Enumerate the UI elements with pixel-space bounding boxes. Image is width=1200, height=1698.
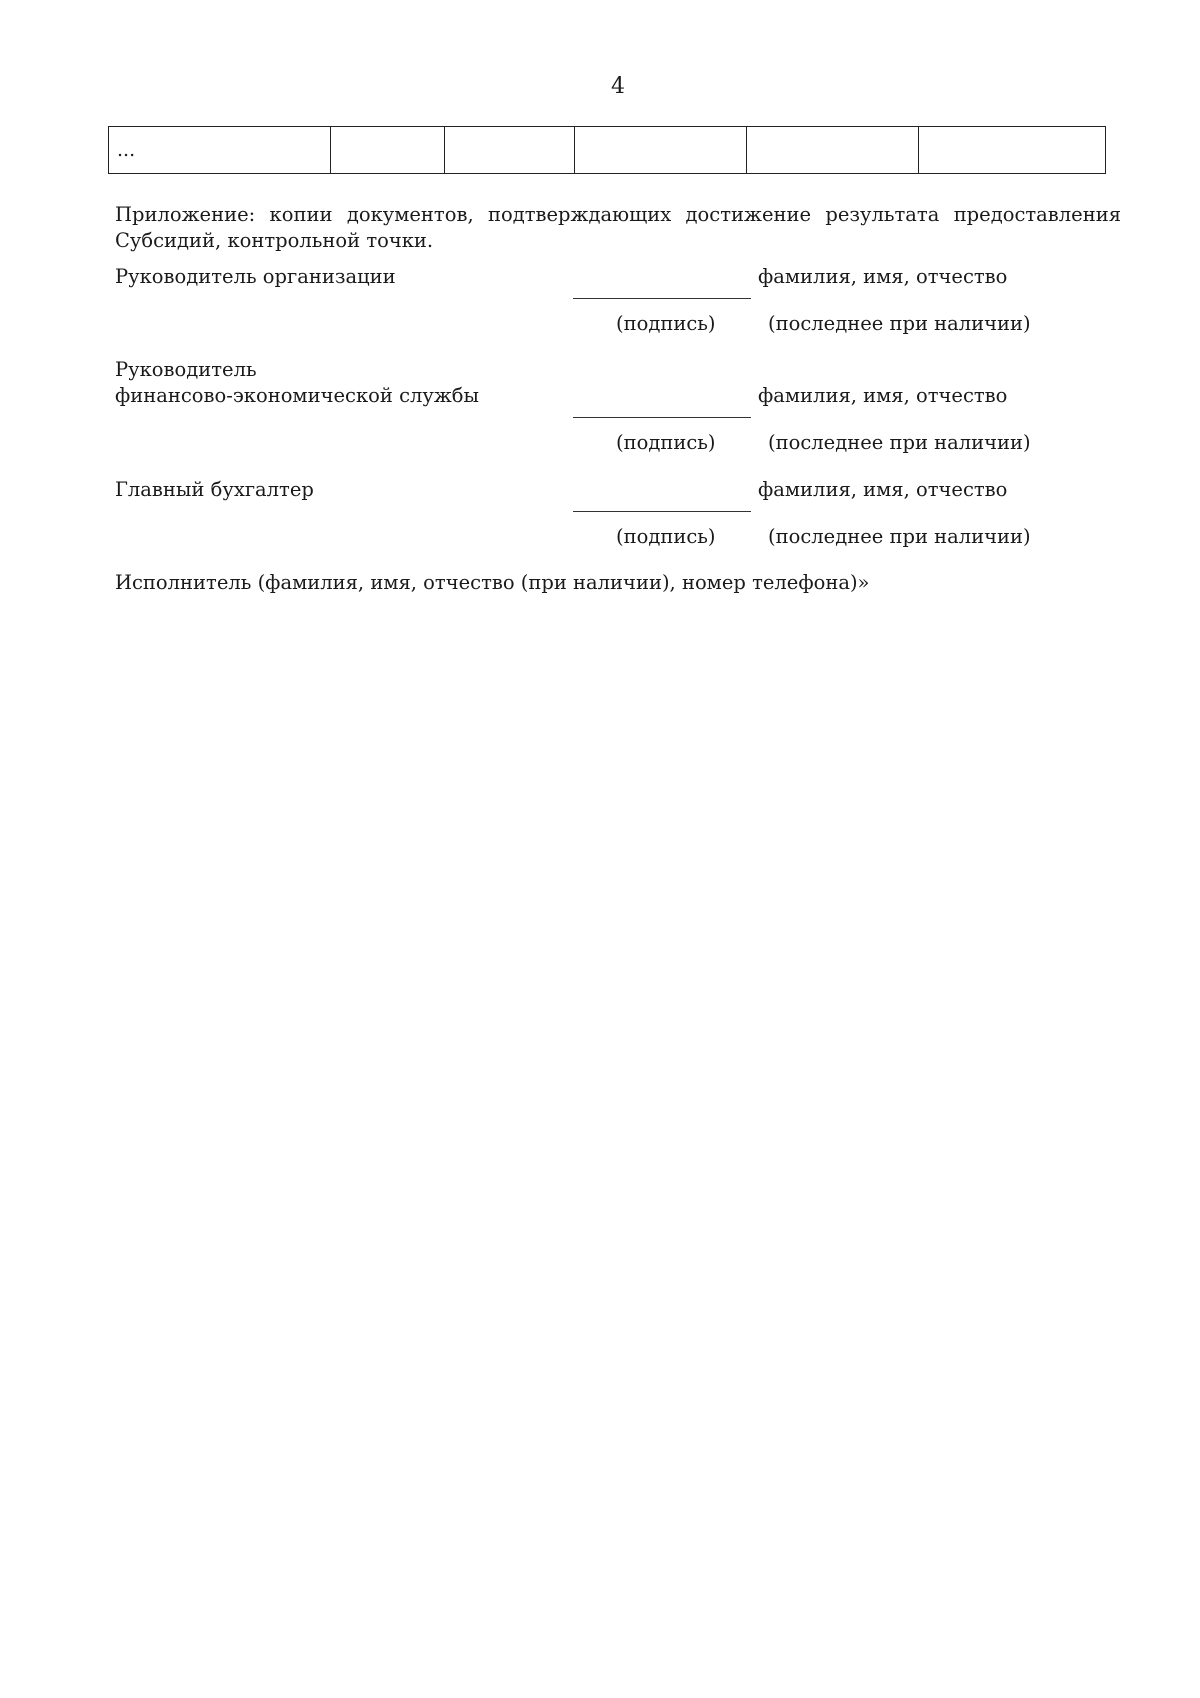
name-caption: (последнее при наличии) [768, 431, 1031, 454]
table-cell [919, 127, 1106, 174]
signature-caption: (подпись) [616, 525, 716, 548]
role-label: финансово-экономической службы [115, 384, 480, 407]
signature-line [573, 511, 751, 512]
name-label: фамилия, имя, отчество [758, 265, 1008, 288]
signature-caption: (подпись) [616, 312, 716, 335]
table-cell [747, 127, 919, 174]
table-cell [575, 127, 747, 174]
appendix-text: Приложение: копии документов, подтверждающих достижение результата предоставления Субсидий, контрольной точки. [115, 203, 1121, 252]
name-label: фамилия, имя, отчество [758, 384, 1008, 407]
page-number: 4 [611, 74, 625, 99]
executor-text: Исполнитель (фамилия, имя, отчество (при наличии), номер телефона)» [115, 571, 870, 594]
table-cell [331, 127, 445, 174]
results-table [108, 126, 1106, 174]
name-caption: (последнее при наличии) [768, 312, 1031, 335]
role-label: Главный бухгалтер [115, 478, 314, 501]
table-cell [445, 127, 575, 174]
signature-caption: (подпись) [616, 431, 716, 454]
role-label: Руководитель организации [115, 265, 396, 288]
table-row [109, 127, 1106, 174]
name-caption: (последнее при наличии) [768, 525, 1031, 548]
signature-line [573, 298, 751, 299]
table-cell: ... [109, 127, 331, 174]
signature-line [573, 417, 751, 418]
role-label: Руководитель [115, 358, 257, 381]
name-label: фамилия, имя, отчество [758, 478, 1008, 501]
